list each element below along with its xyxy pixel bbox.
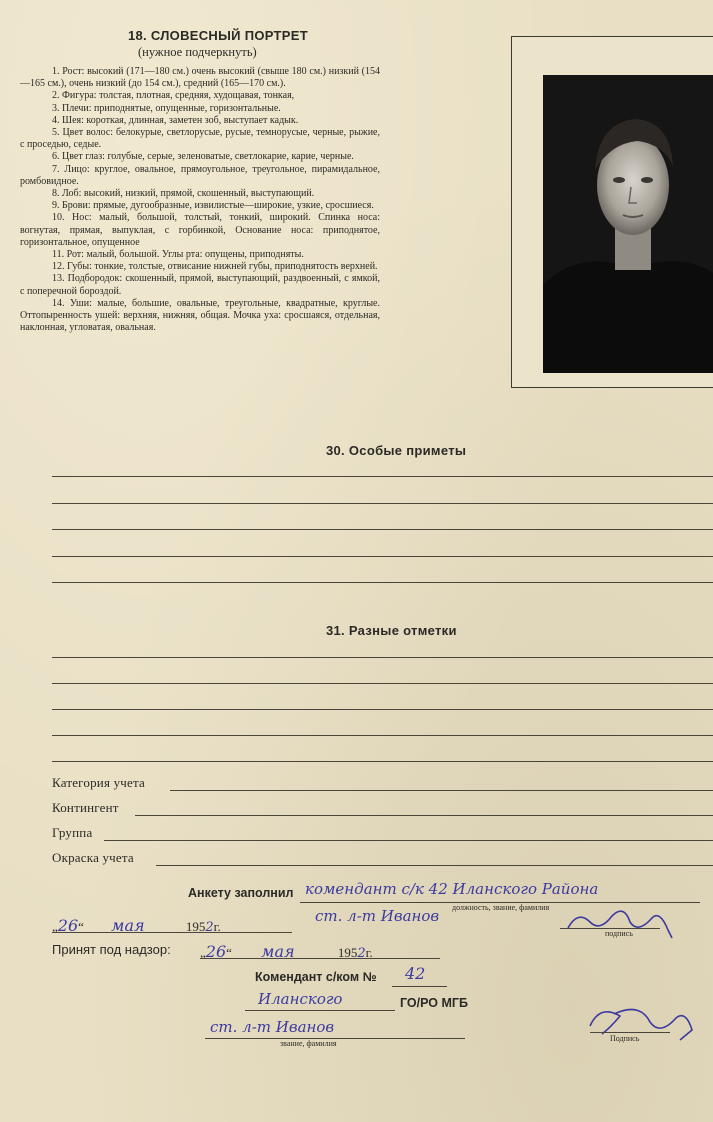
district-line	[245, 1010, 395, 1011]
category-line	[170, 790, 713, 791]
accepted-year-hand: 2	[357, 946, 366, 961]
date-row: „26“ мая 1952г.	[52, 916, 221, 935]
group-line	[104, 840, 713, 841]
category-label: Категория учета	[52, 775, 145, 790]
special-marks-line	[52, 582, 713, 583]
accepted-year: 195	[337, 945, 358, 960]
various-marks-line	[52, 709, 713, 710]
date-day: 26	[57, 916, 79, 935]
portrait-item: 1. Рост: высокий (171—180 см.) очень высокий (свыше 180 см.) низкий (154—165 см.), очень низкий (до 154 см.), средний (165—170 см.).	[20, 66, 380, 90]
portrait-item: 10. Нос: малый, большой, толстый, тонкий, широкий. Спинка носа: вогнутая, прямая, выпуклая, с горбинкой, Основание носа: приподнятое, горизонтальное, опущенное	[20, 212, 380, 248]
portrait-item: 5. Цвет волос: белокурые, светлорусые, русые, темнорусые, черные, рыжие, с проседью, седые.	[20, 127, 380, 151]
portrait-subtitle: (нужное подчеркнуть)	[138, 45, 257, 59]
accepted-label: Принят под надзор:	[52, 942, 171, 957]
various-marks-line	[52, 735, 713, 736]
accepted-day: 26	[205, 942, 227, 961]
date-month: мая	[111, 916, 145, 935]
portrait-title: 18. СЛОВЕСНЫЙ ПОРТРЕТ	[128, 28, 308, 43]
portrait-item: 14. Уши: малые, большие, овальные, треугольные, квадратные, круглые. Оттопыренность ушей: верхняя, нижняя, общая. Мочка уха: сросшаяся, отдельная, наклонная, угловатая, овальная.	[20, 297, 380, 334]
portrait-item: 6. Цвет глаз: голубые, серые, зеленоватые, светлокарие, карие, черные.	[52, 151, 354, 163]
portrait-item: 8. Лоб: высокий, низкий, прямой, скошенный, выступающий.	[52, 188, 315, 200]
various-marks-title: 31. Разные отметки	[326, 623, 457, 638]
portrait-item: 11. Рот: малый, большой. Углы рта: опущены, приподняты.	[52, 249, 304, 261]
accepted-suffix: г.	[365, 945, 373, 960]
filled-by-handwriting-2: ст. л-т Иванов	[315, 907, 440, 925]
various-marks-line	[52, 683, 713, 684]
contingent-label: Контингент	[52, 800, 119, 815]
portrait-photo	[543, 75, 713, 373]
filled-by-label: Анкету заполнил	[188, 886, 294, 900]
filled-by-handwriting: комендант с/к 42 Иланского Района	[305, 880, 599, 898]
special-marks-line	[52, 503, 713, 504]
signature-caption: подпись	[605, 929, 633, 938]
portrait-item: 7. Лицо: круглое, овальное, прямоугольное, треугольное, пирамидальное, ромбовидное.	[20, 163, 380, 187]
special-marks-line	[52, 556, 713, 557]
signature-2-caption: Подпись	[610, 1034, 640, 1043]
accepted-month: мая	[261, 942, 295, 961]
portrait-item: 13. Подбородок: скошенный, прямой, выступающий, раздвоенный, с ямкой, с поперечной бороздой.	[20, 273, 380, 297]
portrait-item: 9. Брови: прямые, дугообразные, извилистые—широкие, узкие, сросшиеся.	[52, 200, 374, 212]
special-marks-line	[52, 476, 713, 477]
coloring-line	[156, 865, 713, 866]
coloring-label: Окраска учета	[52, 850, 134, 865]
rank-caption: звание, фамилия	[280, 1039, 337, 1048]
portrait-item: 3. Плечи: приподнятые, опущенные, горизонтальные.	[52, 102, 281, 114]
various-marks-line	[52, 761, 713, 762]
contingent-line	[135, 815, 713, 816]
accepted-line	[200, 958, 440, 959]
date-year-hand: 2	[205, 920, 214, 935]
filled-by-caption: должность, звание, фамилия	[452, 903, 550, 912]
commandant-line	[392, 986, 447, 987]
portrait-item: 4. Шея: короткая, длинная, заметен зоб, выступает кадык.	[52, 114, 299, 126]
district-print: ГО/РО МГБ	[400, 996, 468, 1010]
rank-handwriting: ст. л-т Иванов	[210, 1018, 335, 1036]
district-handwriting: Иланского	[258, 990, 343, 1008]
special-marks-line	[52, 529, 713, 530]
date-year: 195	[185, 919, 206, 934]
signature-2-line	[590, 1032, 670, 1033]
portrait-item: 12. Губы: тонкие, толстые, отвисание нижней губы, приподнятость верхней.	[52, 261, 378, 273]
portrait-items	[20, 66, 380, 334]
portrait-item: 2. Фигура: толстая, плотная, средняя, худощавая, тонкая,	[52, 90, 295, 102]
various-marks-line	[52, 657, 713, 658]
commandant-number: 42	[405, 964, 426, 983]
accepted-date-row: „26“ мая 1952г.	[200, 942, 373, 961]
date-line	[52, 932, 292, 933]
special-marks-title: 30. Особые приметы	[326, 443, 467, 458]
photo-frame	[511, 36, 713, 388]
commandant-label: Комендант с/ком №	[255, 970, 377, 984]
date-suffix: г.	[213, 919, 221, 934]
group-label: Группа	[52, 825, 93, 840]
signature-2	[580, 996, 700, 1048]
